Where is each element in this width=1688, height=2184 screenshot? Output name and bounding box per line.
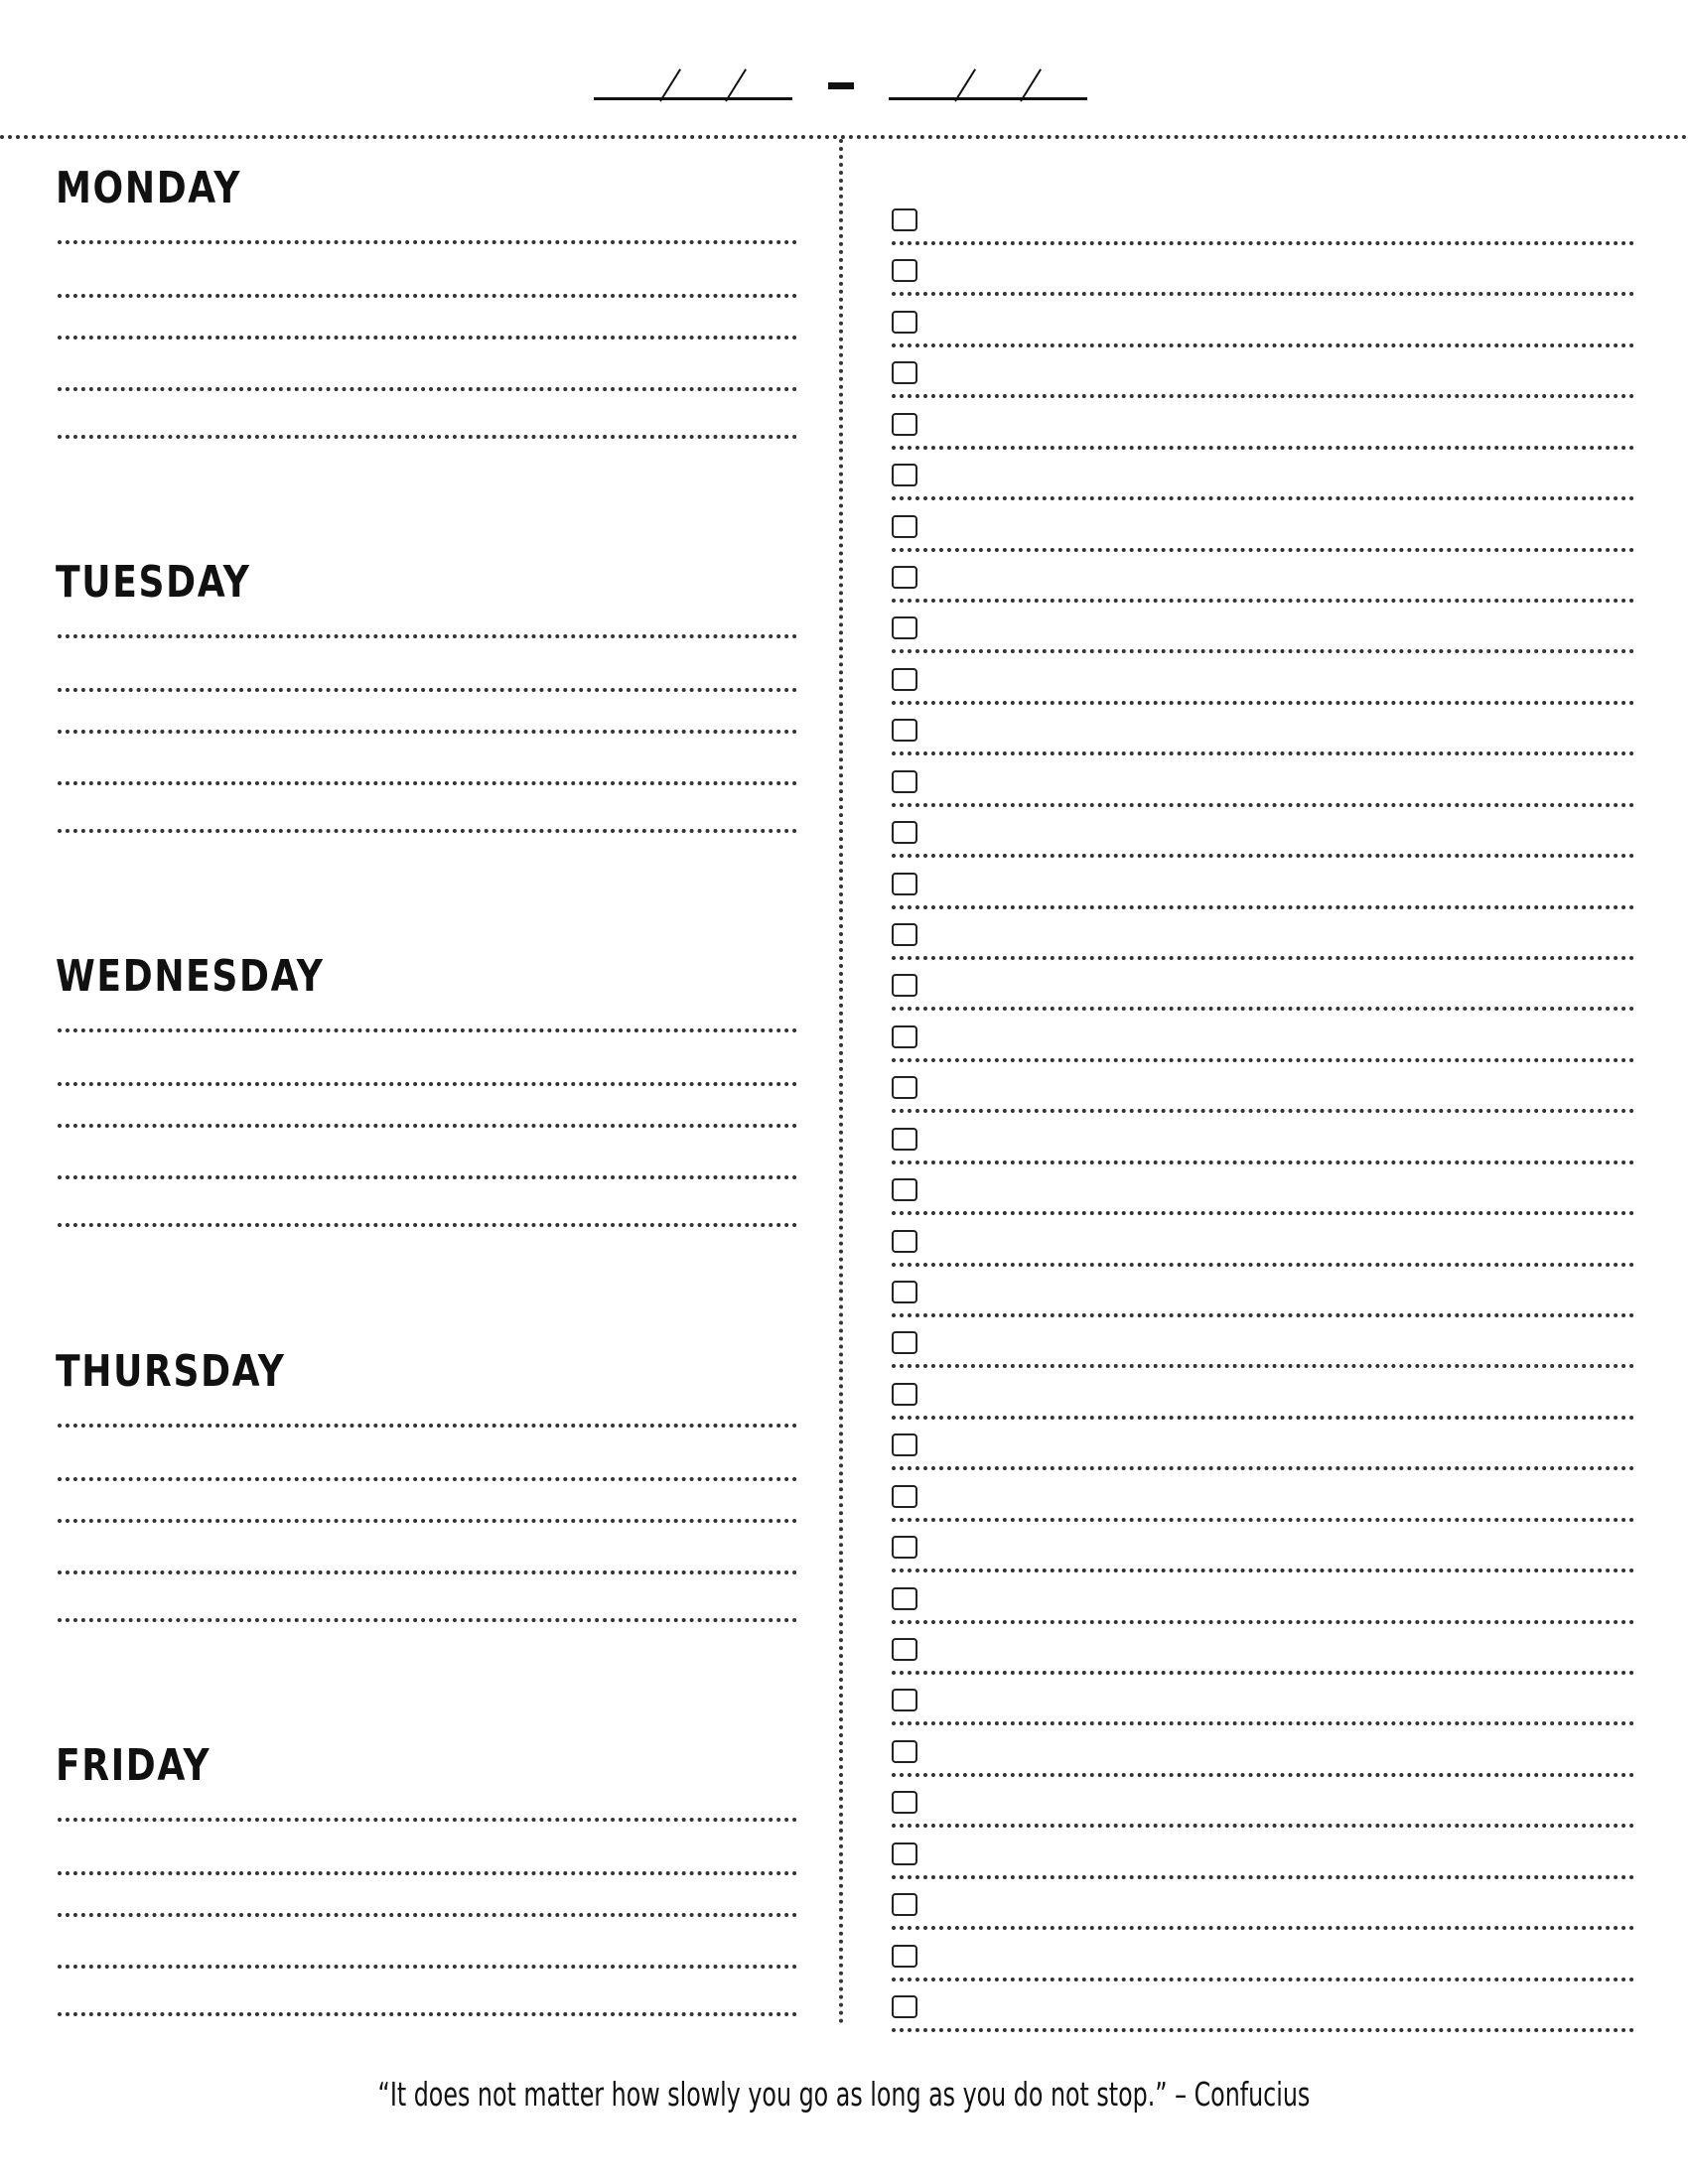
checkbox[interactable] <box>892 1587 917 1610</box>
checklist-item <box>892 1638 1634 1674</box>
checkbox[interactable] <box>892 1485 917 1508</box>
checklist-line[interactable] <box>892 446 1634 450</box>
day-title-thursday: THURSDAY <box>56 1346 286 1397</box>
checkbox[interactable] <box>892 1689 917 1711</box>
checklist-item <box>892 1587 1634 1623</box>
writing-line[interactable] <box>58 1519 797 1523</box>
checklist-line[interactable] <box>892 1313 1634 1317</box>
checkbox[interactable] <box>892 515 917 538</box>
checklist-item <box>892 821 1634 857</box>
checklist-line[interactable] <box>892 1364 1634 1368</box>
writing-line[interactable] <box>58 1818 797 1822</box>
checklist-item <box>892 1433 1634 1469</box>
checklist-item <box>892 668 1634 704</box>
checkbox[interactable] <box>892 1536 917 1559</box>
writing-line[interactable] <box>58 1618 797 1622</box>
checklist-line[interactable] <box>892 1875 1634 1879</box>
checklist-item <box>892 873 1634 908</box>
date-slash <box>954 68 976 101</box>
checklist-item <box>892 1281 1634 1316</box>
checklist-item <box>892 208 1634 244</box>
writing-line[interactable] <box>58 1082 797 1086</box>
header-divider <box>0 135 1688 139</box>
checklist-line[interactable] <box>892 1926 1634 1930</box>
writing-line[interactable] <box>58 634 797 638</box>
checkbox[interactable] <box>892 259 917 282</box>
checklist-item <box>892 1843 1634 1878</box>
checkbox[interactable] <box>892 1995 917 2018</box>
checklist-line[interactable] <box>892 751 1634 755</box>
checkbox[interactable] <box>892 1893 917 1916</box>
checkbox[interactable] <box>892 821 917 844</box>
checklist-line[interactable] <box>892 241 1634 245</box>
writing-line[interactable] <box>58 1028 797 1032</box>
checklist-line[interactable] <box>892 1721 1634 1725</box>
checklist-item <box>892 974 1634 1010</box>
checklist-line[interactable] <box>892 1824 1634 1828</box>
checklist-item <box>892 1945 1634 1980</box>
checklist-item <box>892 259 1634 295</box>
checklist-item <box>892 464 1634 499</box>
checklist-line[interactable] <box>892 1620 1634 1624</box>
checklist-item <box>892 1485 1634 1521</box>
checklist-item <box>892 1791 1634 1827</box>
checkbox[interactable] <box>892 668 917 691</box>
writing-line[interactable] <box>58 1124 797 1128</box>
writing-line[interactable] <box>58 1965 797 1969</box>
writing-line[interactable] <box>58 336 797 340</box>
writing-line[interactable] <box>58 829 797 833</box>
footer-quote <box>0 2075 1688 2114</box>
checkbox[interactable] <box>892 719 917 742</box>
writing-line[interactable] <box>58 2012 797 2016</box>
checklist-line[interactable] <box>892 1160 1634 1164</box>
checklist-item <box>892 719 1634 754</box>
writing-line[interactable] <box>58 1570 797 1574</box>
checklist-item <box>892 515 1634 551</box>
date-slash <box>725 68 747 101</box>
column-divider <box>839 139 843 2025</box>
date-slash <box>659 68 681 101</box>
checkbox[interactable] <box>892 1178 917 1201</box>
checklist-item <box>892 1230 1634 1266</box>
checklist-item <box>892 311 1634 346</box>
checkbox[interactable] <box>892 566 917 589</box>
writing-line[interactable] <box>58 688 797 692</box>
checkbox[interactable] <box>892 1433 917 1456</box>
checklist-line[interactable] <box>892 292 1634 296</box>
checkbox[interactable] <box>892 1281 917 1303</box>
end-date-field[interactable] <box>889 97 1087 100</box>
writing-line[interactable] <box>58 781 797 785</box>
checklist-line[interactable] <box>892 1569 1634 1572</box>
checklist-item <box>892 770 1634 806</box>
day-title-friday: FRIDAY <box>56 1740 211 1791</box>
checklist-line[interactable] <box>892 1466 1634 1470</box>
checklist-line[interactable] <box>892 1518 1634 1522</box>
checklist-item <box>892 1689 1634 1724</box>
checkbox[interactable] <box>892 1843 917 1865</box>
start-date-field[interactable] <box>594 97 792 100</box>
checkbox[interactable] <box>892 361 917 384</box>
checklist-item <box>892 1995 1634 2031</box>
checklist-item <box>892 1076 1634 1112</box>
checklist-line[interactable] <box>892 803 1634 807</box>
day-title-wednesday: WEDNESDAY <box>56 951 325 1002</box>
checklist-item <box>892 361 1634 397</box>
quote-text: “It does not matter how slowly you go as long as you do not stop.” – Confucius <box>377 2075 1311 2114</box>
checkbox[interactable] <box>892 923 917 946</box>
checklist-line[interactable] <box>892 1773 1634 1777</box>
writing-line[interactable] <box>58 730 797 734</box>
checkbox[interactable] <box>892 208 917 231</box>
checkbox[interactable] <box>892 873 917 895</box>
checklist-line[interactable] <box>892 1978 1634 1981</box>
checklist-line[interactable] <box>892 496 1634 500</box>
checklist-item <box>892 1128 1634 1163</box>
checkbox[interactable] <box>892 770 917 793</box>
checkbox[interactable] <box>892 1638 917 1661</box>
checkbox[interactable] <box>892 1076 917 1099</box>
checklist-line[interactable] <box>892 1211 1634 1215</box>
checklist-item <box>892 1025 1634 1061</box>
checklist-line[interactable] <box>892 2028 1634 2032</box>
checkbox[interactable] <box>892 1025 917 1048</box>
checklist-line[interactable] <box>892 343 1634 347</box>
checkbox[interactable] <box>892 464 917 486</box>
checklist-item <box>892 1740 1634 1776</box>
checklist-line[interactable] <box>892 1416 1634 1420</box>
checklist-line[interactable] <box>892 854 1634 858</box>
writing-line[interactable] <box>58 1424 797 1428</box>
checklist-item <box>892 1178 1634 1214</box>
checkbox[interactable] <box>892 1331 917 1354</box>
checklist-line[interactable] <box>892 1263 1634 1267</box>
writing-line[interactable] <box>58 240 797 244</box>
writing-line[interactable] <box>58 1871 797 1875</box>
checklist-item <box>892 1893 1634 1929</box>
writing-line[interactable] <box>58 435 797 439</box>
date-range-separator <box>828 82 854 89</box>
checklist-item <box>892 616 1634 652</box>
writing-line[interactable] <box>58 1477 797 1481</box>
date-slash <box>1020 68 1042 101</box>
checklist-line[interactable] <box>892 956 1634 960</box>
writing-line[interactable] <box>58 1175 797 1179</box>
checkbox[interactable] <box>892 616 917 639</box>
checklist-line[interactable] <box>892 1109 1634 1113</box>
day-title-tuesday: TUESDAY <box>56 557 251 608</box>
checklist-item <box>892 413 1634 449</box>
checkbox[interactable] <box>892 1128 917 1151</box>
checklist-item <box>892 923 1634 959</box>
checklist-item <box>892 1383 1634 1419</box>
checkbox[interactable] <box>892 1945 917 1968</box>
checklist-line[interactable] <box>892 599 1634 603</box>
checklist-line[interactable] <box>892 905 1634 909</box>
checklist-line[interactable] <box>892 1671 1634 1675</box>
checklist-item <box>892 1536 1634 1571</box>
checklist-line[interactable] <box>892 1007 1634 1011</box>
writing-line[interactable] <box>58 1223 797 1227</box>
checklist-line[interactable] <box>892 649 1634 653</box>
checkbox[interactable] <box>892 413 917 436</box>
checkbox[interactable] <box>892 974 917 997</box>
checklist-item <box>892 1331 1634 1367</box>
checkbox[interactable] <box>892 1383 917 1406</box>
writing-line[interactable] <box>58 1913 797 1917</box>
checklist-line[interactable] <box>892 701 1634 705</box>
date-range-header <box>0 55 1688 114</box>
checkbox[interactable] <box>892 1740 917 1763</box>
day-title-monday: MONDAY <box>56 163 242 213</box>
checklist-item <box>892 566 1634 602</box>
checklist-line[interactable] <box>892 548 1634 552</box>
writing-line[interactable] <box>58 294 797 298</box>
checkbox[interactable] <box>892 1230 917 1253</box>
checklist-line[interactable] <box>892 394 1634 398</box>
checkbox[interactable] <box>892 311 917 334</box>
checkbox[interactable] <box>892 1791 917 1814</box>
checklist-line[interactable] <box>892 1058 1634 1062</box>
writing-line[interactable] <box>58 387 797 391</box>
